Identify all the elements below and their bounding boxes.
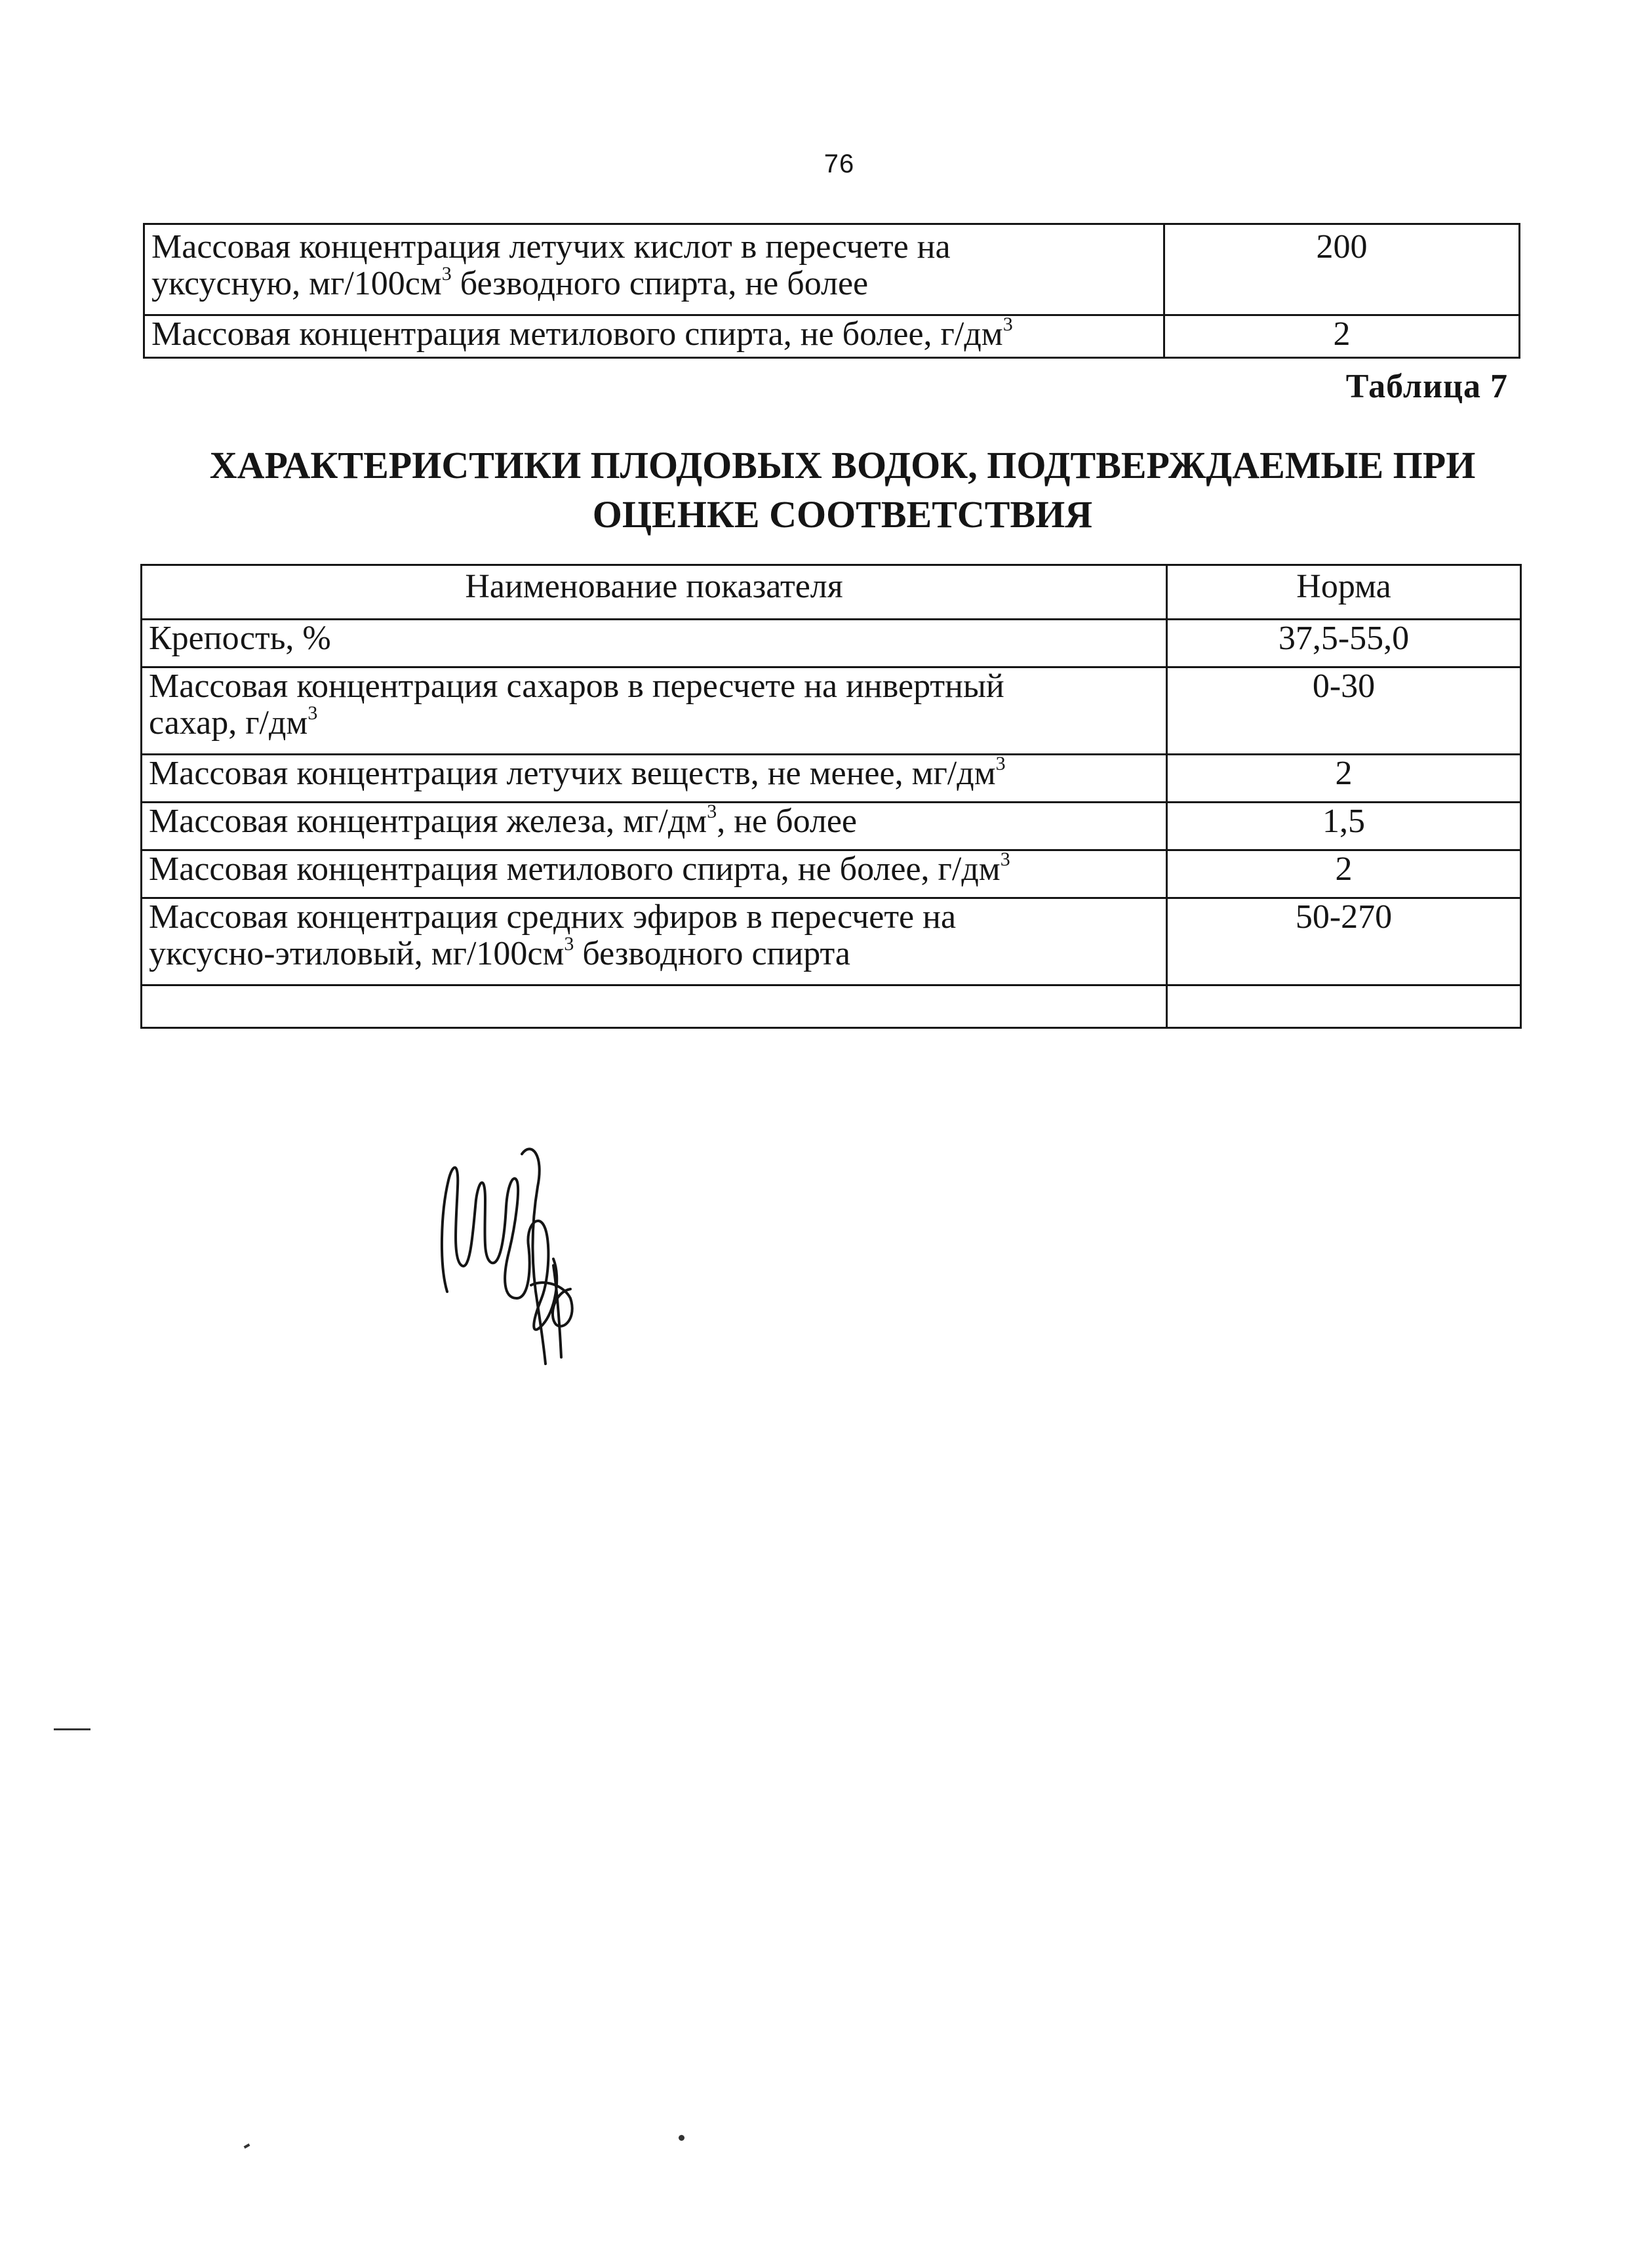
empty-cell [1167, 985, 1521, 1028]
table-row [142, 667, 1521, 755]
norm-value-cell: 37,5-55,0 [1167, 620, 1521, 667]
norm-value-cell: 2 [1164, 315, 1520, 358]
page-number: 76 [823, 149, 855, 178]
norm-value-cell: 50-270 [1167, 898, 1521, 985]
indicator-name-text: Массовая концентрация метилового спирта, не более, г/дм [151, 315, 1003, 353]
indicator-name-cell [142, 620, 1167, 667]
indicator-name-cell [142, 755, 1167, 803]
table-row [144, 224, 1520, 315]
section-title [131, 441, 1554, 540]
indicator-name-cell [144, 224, 1164, 315]
table-row [142, 755, 1521, 803]
continued-table [143, 223, 1520, 359]
indicator-name-text: Крепость, % [149, 620, 331, 657]
handwritten-signature [433, 1134, 603, 1370]
indicator-name-line: безводного спирта [574, 935, 850, 973]
table-caption: Таблица 7 [1345, 368, 1508, 405]
indicator-name-line: сахар, г/дм [149, 704, 308, 742]
margin-dash [54, 1728, 90, 1730]
table-header-row [142, 565, 1521, 620]
table-row [142, 850, 1521, 898]
norm-value-cell: 0-30 [1167, 667, 1521, 755]
scan-speck [679, 2135, 684, 2141]
header-name-cell: Наименование показателя [142, 565, 1167, 620]
indicator-name-text: Массовая концентрация железа, мг/дм [149, 803, 707, 840]
indicator-name-line: безводного спирта, не более [451, 265, 869, 303]
empty-table-row [142, 985, 1521, 1028]
superscript: 3 [564, 933, 574, 955]
characteristics-table [140, 564, 1522, 1029]
superscript: 3 [441, 263, 452, 285]
superscript: 3 [1002, 313, 1013, 335]
table-row [142, 898, 1521, 985]
indicator-name-text: Массовая концентрация летучих веществ, не менее, мг/дм [149, 755, 996, 792]
indicator-name-text: Массовая концентрация метилового спирта, не более, г/дм [149, 850, 1001, 888]
indicator-name-cell [144, 315, 1164, 358]
empty-cell [142, 985, 1167, 1028]
superscript: 3 [707, 801, 717, 822]
table-row [142, 803, 1521, 850]
indicator-name-line: Массовая концентрация летучих кислот в пересчете на [151, 228, 951, 266]
table-row [142, 620, 1521, 667]
superscript: 3 [1000, 848, 1010, 870]
superscript: 3 [307, 702, 318, 725]
section-title-line: ХАРАКТЕРИСТИКИ ПЛОДОВЫХ ВОДОК, ПОДТВЕРЖДАЕМЫЕ ПРИ [209, 444, 1476, 487]
indicator-name-line: уксусно-этиловый, мг/100см [149, 935, 565, 973]
table-row [144, 315, 1520, 358]
indicator-name-cell [142, 667, 1167, 755]
indicator-name-text: , не более [717, 803, 857, 840]
norm-value-cell: 1,5 [1167, 803, 1521, 850]
indicator-name-cell [142, 850, 1167, 898]
section-title-line: ОЦЕНКЕ СООТВЕТСТВИЯ [592, 493, 1093, 536]
indicator-name-cell [142, 898, 1167, 985]
indicator-name-line: Массовая концентрация сахаров в пересчете на инвертный [149, 667, 1004, 705]
indicator-name-line: Массовая концентрация средних эфиров в пересчете на [149, 898, 957, 936]
scan-speck [244, 2143, 250, 2149]
indicator-name-line: уксусную, мг/100см [151, 265, 442, 303]
norm-value-cell: 2 [1167, 755, 1521, 803]
indicator-name-cell [142, 803, 1167, 850]
norm-value-cell: 200 [1164, 224, 1520, 315]
norm-value-cell: 2 [1167, 850, 1521, 898]
header-value-cell: Норма [1167, 565, 1521, 620]
superscript: 3 [995, 753, 1006, 774]
